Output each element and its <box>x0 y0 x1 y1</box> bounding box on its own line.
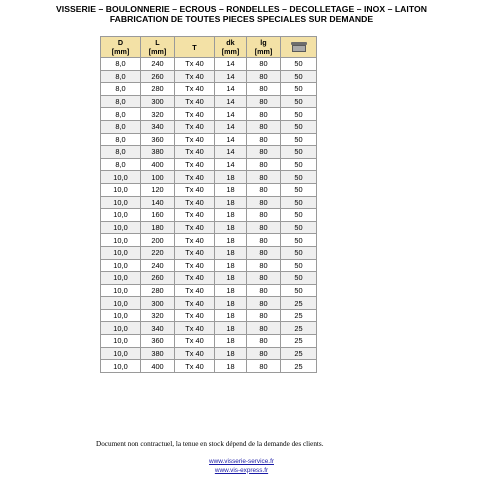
table-row <box>101 360 317 373</box>
cell-dk: 14 <box>215 158 247 171</box>
column-header-box-quantity <box>281 37 317 58</box>
table-row <box>101 322 317 335</box>
cell-dk: 14 <box>215 108 247 121</box>
cell-t: Tx 40 <box>175 297 215 310</box>
table-row <box>101 221 317 234</box>
cell-t: Tx 40 <box>175 146 215 159</box>
table-row <box>101 246 317 259</box>
cell-lg: 80 <box>247 196 281 209</box>
cell-qty: 25 <box>281 360 317 373</box>
cell-qty: 50 <box>281 221 317 234</box>
cell-d: 8,0 <box>101 133 141 146</box>
cell-lg: 80 <box>247 259 281 272</box>
cell-d: 10,0 <box>101 259 141 272</box>
cell-dk: 14 <box>215 95 247 108</box>
cell-d: 8,0 <box>101 58 141 71</box>
cell-t: Tx 40 <box>175 158 215 171</box>
cell-lg: 80 <box>247 322 281 335</box>
table-row <box>101 58 317 71</box>
cell-lg: 80 <box>247 272 281 285</box>
cell-t: Tx 40 <box>175 309 215 322</box>
cell-l: 280 <box>141 83 175 96</box>
cell-dk: 18 <box>215 171 247 184</box>
table-body <box>101 58 317 373</box>
column-header-t: T <box>175 37 215 58</box>
cell-d: 10,0 <box>101 322 141 335</box>
cell-t: Tx 40 <box>175 246 215 259</box>
cell-qty: 25 <box>281 347 317 360</box>
table-row <box>101 347 317 360</box>
cell-d: 8,0 <box>101 146 141 159</box>
cell-lg: 80 <box>247 95 281 108</box>
table-row <box>101 83 317 96</box>
cell-qty: 25 <box>281 297 317 310</box>
cell-qty: 50 <box>281 108 317 121</box>
cell-lg: 80 <box>247 171 281 184</box>
cell-l: 380 <box>141 347 175 360</box>
website-links <box>0 458 483 475</box>
column-header-lg: lg [mm] <box>247 37 281 58</box>
cell-qty: 50 <box>281 58 317 71</box>
cell-dk: 18 <box>215 322 247 335</box>
cell-d: 8,0 <box>101 108 141 121</box>
table-row <box>101 209 317 222</box>
cell-qty: 50 <box>281 70 317 83</box>
cell-lg: 80 <box>247 183 281 196</box>
cell-t: Tx 40 <box>175 58 215 71</box>
cell-dk: 18 <box>215 209 247 222</box>
cell-l: 360 <box>141 133 175 146</box>
cell-dk: 18 <box>215 297 247 310</box>
cell-dk: 14 <box>215 120 247 133</box>
cell-t: Tx 40 <box>175 360 215 373</box>
table-row <box>101 335 317 348</box>
cell-dk: 18 <box>215 335 247 348</box>
cell-qty: 25 <box>281 335 317 348</box>
table-row <box>101 309 317 322</box>
cell-d: 8,0 <box>101 120 141 133</box>
column-header-dk: dk [mm] <box>215 37 247 58</box>
cell-l: 240 <box>141 259 175 272</box>
cell-dk: 14 <box>215 146 247 159</box>
cell-qty: 50 <box>281 284 317 297</box>
dimensions-table <box>100 36 317 373</box>
cell-l: 340 <box>141 120 175 133</box>
table-row <box>101 108 317 121</box>
cell-t: Tx 40 <box>175 209 215 222</box>
cell-t: Tx 40 <box>175 196 215 209</box>
cell-qty: 50 <box>281 146 317 159</box>
cell-l: 340 <box>141 322 175 335</box>
cell-lg: 80 <box>247 120 281 133</box>
cell-lg: 80 <box>247 309 281 322</box>
cell-dk: 18 <box>215 347 247 360</box>
cell-d: 10,0 <box>101 284 141 297</box>
header-line-fabrication: FABRICATION DE TOUTES PIECES SPECIALES SUR DEMANDE <box>109 14 374 24</box>
cell-t: Tx 40 <box>175 259 215 272</box>
cell-lg: 80 <box>247 234 281 247</box>
column-header-l: L [mm] <box>141 37 175 58</box>
cell-l: 400 <box>141 158 175 171</box>
cell-t: Tx 40 <box>175 284 215 297</box>
table-row <box>101 284 317 297</box>
disclaimer-note: Document non contractuel, la tenue en stock dépend de la demande des clients. <box>96 440 324 448</box>
cell-qty: 50 <box>281 183 317 196</box>
cell-qty: 25 <box>281 309 317 322</box>
cell-l: 140 <box>141 196 175 209</box>
cell-d: 10,0 <box>101 360 141 373</box>
cell-t: Tx 40 <box>175 347 215 360</box>
cell-l: 360 <box>141 335 175 348</box>
cell-lg: 80 <box>247 108 281 121</box>
table-row <box>101 158 317 171</box>
cell-t: Tx 40 <box>175 108 215 121</box>
link-visserie-service[interactable]: www.visserie-service.fr <box>209 458 274 465</box>
cell-lg: 80 <box>247 347 281 360</box>
cell-t: Tx 40 <box>175 83 215 96</box>
table-row <box>101 196 317 209</box>
cell-qty: 50 <box>281 120 317 133</box>
cell-l: 260 <box>141 70 175 83</box>
cell-t: Tx 40 <box>175 120 215 133</box>
table-row <box>101 259 317 272</box>
cell-lg: 80 <box>247 158 281 171</box>
cell-l: 400 <box>141 360 175 373</box>
cell-d: 10,0 <box>101 272 141 285</box>
cell-t: Tx 40 <box>175 95 215 108</box>
cell-qty: 50 <box>281 272 317 285</box>
cell-d: 8,0 <box>101 83 141 96</box>
cell-lg: 80 <box>247 133 281 146</box>
cell-t: Tx 40 <box>175 335 215 348</box>
cell-dk: 14 <box>215 70 247 83</box>
cell-d: 10,0 <box>101 171 141 184</box>
table-row <box>101 183 317 196</box>
cell-lg: 80 <box>247 297 281 310</box>
cell-lg: 80 <box>247 146 281 159</box>
cell-lg: 80 <box>247 335 281 348</box>
cell-qty: 50 <box>281 83 317 96</box>
cell-l: 320 <box>141 108 175 121</box>
cell-l: 160 <box>141 209 175 222</box>
cell-t: Tx 40 <box>175 171 215 184</box>
cell-dk: 18 <box>215 360 247 373</box>
document-header <box>0 4 483 24</box>
cell-d: 8,0 <box>101 70 141 83</box>
cell-l: 240 <box>141 58 175 71</box>
cell-d: 10,0 <box>101 183 141 196</box>
cell-l: 300 <box>141 95 175 108</box>
table-row <box>101 297 317 310</box>
cell-t: Tx 40 <box>175 70 215 83</box>
cell-qty: 50 <box>281 259 317 272</box>
cell-lg: 80 <box>247 58 281 71</box>
cell-l: 260 <box>141 272 175 285</box>
cell-dk: 18 <box>215 272 247 285</box>
cell-qty: 50 <box>281 209 317 222</box>
cell-qty: 50 <box>281 171 317 184</box>
cell-dk: 18 <box>215 259 247 272</box>
cell-d: 8,0 <box>101 158 141 171</box>
cell-dk: 18 <box>215 234 247 247</box>
cell-l: 200 <box>141 234 175 247</box>
cell-d: 10,0 <box>101 335 141 348</box>
cell-qty: 50 <box>281 95 317 108</box>
cell-qty: 50 <box>281 196 317 209</box>
cell-l: 180 <box>141 221 175 234</box>
cell-lg: 80 <box>247 83 281 96</box>
cell-dk: 14 <box>215 83 247 96</box>
cell-dk: 14 <box>215 133 247 146</box>
cell-t: Tx 40 <box>175 133 215 146</box>
cell-t: Tx 40 <box>175 221 215 234</box>
cell-qty: 50 <box>281 234 317 247</box>
cell-qty: 50 <box>281 246 317 259</box>
table-row <box>101 234 317 247</box>
cell-lg: 80 <box>247 221 281 234</box>
table-row <box>101 133 317 146</box>
cell-lg: 80 <box>247 360 281 373</box>
cell-l: 120 <box>141 183 175 196</box>
cell-t: Tx 40 <box>175 322 215 335</box>
cell-qty: 50 <box>281 133 317 146</box>
cell-dk: 18 <box>215 221 247 234</box>
table-row <box>101 171 317 184</box>
cell-lg: 80 <box>247 70 281 83</box>
cell-d: 10,0 <box>101 196 141 209</box>
cell-dk: 18 <box>215 183 247 196</box>
cell-l: 100 <box>141 171 175 184</box>
table-row <box>101 272 317 285</box>
cell-t: Tx 40 <box>175 183 215 196</box>
header-line-products: VISSERIE – BOULONNERIE – ECROUS – RONDELLES – DECOLLETAGE – INOX – LAITON <box>55 4 427 14</box>
cell-d: 10,0 <box>101 246 141 259</box>
cell-l: 280 <box>141 284 175 297</box>
cell-d: 10,0 <box>101 309 141 322</box>
cell-l: 320 <box>141 309 175 322</box>
cell-dk: 18 <box>215 246 247 259</box>
table-row <box>101 70 317 83</box>
cell-lg: 80 <box>247 209 281 222</box>
cell-dk: 18 <box>215 284 247 297</box>
table-row <box>101 146 317 159</box>
box-icon <box>290 41 308 53</box>
cell-qty: 50 <box>281 158 317 171</box>
cell-l: 380 <box>141 146 175 159</box>
column-header-d: D [mm] <box>101 37 141 58</box>
cell-t: Tx 40 <box>175 272 215 285</box>
cell-d: 10,0 <box>101 297 141 310</box>
cell-d: 10,0 <box>101 347 141 360</box>
cell-l: 300 <box>141 297 175 310</box>
cell-dk: 18 <box>215 309 247 322</box>
cell-dk: 14 <box>215 58 247 71</box>
link-vis-express[interactable]: www.vis-express.fr <box>214 466 269 474</box>
cell-d: 10,0 <box>101 221 141 234</box>
cell-dk: 18 <box>215 196 247 209</box>
cell-lg: 80 <box>247 246 281 259</box>
table-row <box>101 120 317 133</box>
table-row <box>101 95 317 108</box>
cell-qty: 25 <box>281 322 317 335</box>
cell-t: Tx 40 <box>175 234 215 247</box>
cell-l: 220 <box>141 246 175 259</box>
cell-d: 8,0 <box>101 95 141 108</box>
cell-d: 10,0 <box>101 209 141 222</box>
table-header-row <box>101 37 317 58</box>
cell-d: 10,0 <box>101 234 141 247</box>
cell-lg: 80 <box>247 284 281 297</box>
